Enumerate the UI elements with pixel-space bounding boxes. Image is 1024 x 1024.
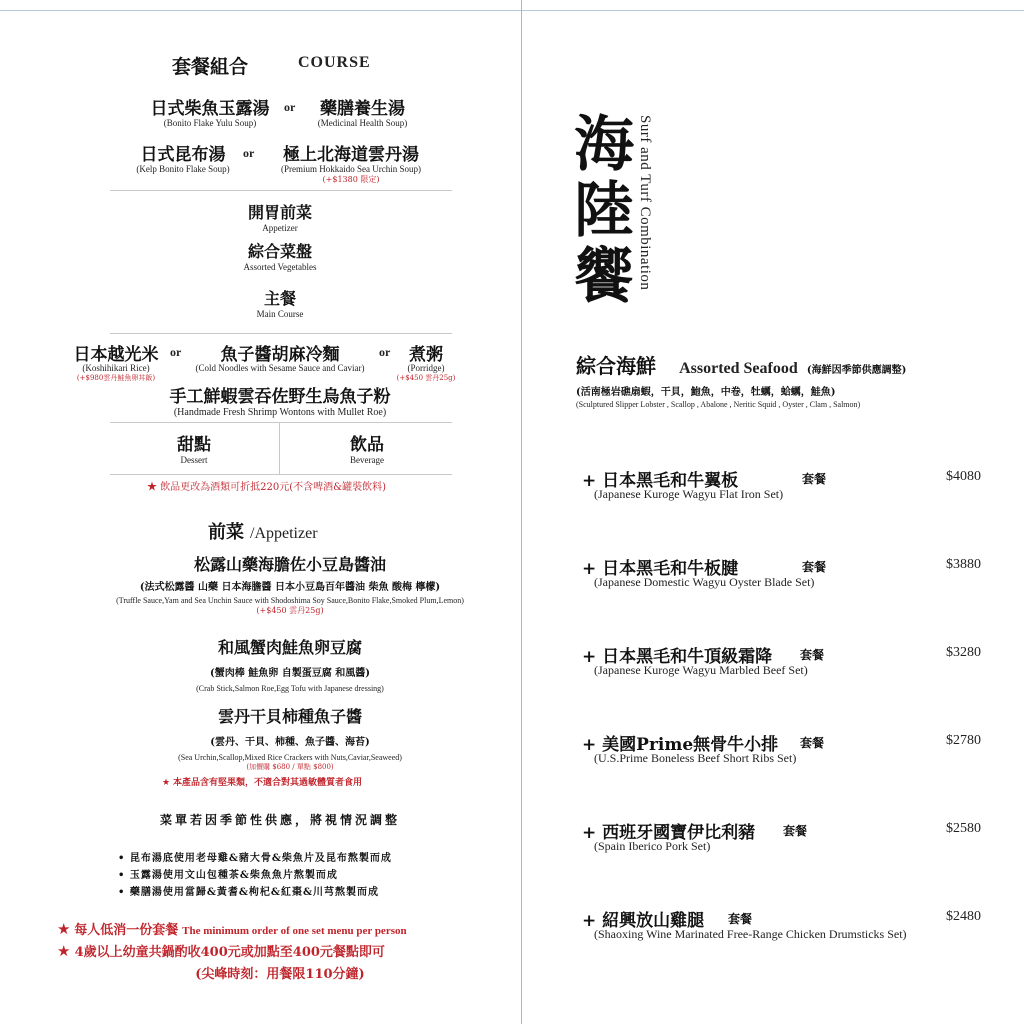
soup-note-item: • 藥膳湯使用當歸&黃耆&枸杞&紅棗&川芎熬製而成 [118,887,379,898]
peak-time-note: (尖峰時刻：用餐限110分鐘) [195,967,365,982]
menu-item-row: + 美國Prime無骨牛小排 套餐 $2780 (U.S.Prime Boneless Beef Short Ribs Set) [582,733,981,765]
divider [110,333,452,334]
divider [279,422,280,474]
noodle-zh: 魚子醬胡麻冷麵 [220,345,340,365]
divider [110,190,452,191]
nut-allergy-note: 本產品含有堅果類，不適合對其過敏體質者食用 [172,778,362,788]
top-edge-line [0,10,1024,11]
menu-item-en: (U.S.Prime Boneless Beef Short Ribs Set) [594,751,797,765]
drink-note: 飲品更改為酒類可折抵220元(不含啤酒&罐裝飲料) [160,482,386,493]
porridge-en: (Porridge) [407,363,445,373]
vegetables-en: Assorted Vegetables [243,262,317,272]
star-icon: ★ [147,482,157,493]
soup-note-item: • 玉露湯使用文山包種茶&柴魚魚片熬製而成 [118,870,338,881]
or-label: or [243,146,255,160]
appetizer-item-title: 和風蟹肉鮭魚卵豆腐 [217,638,362,657]
or-label: or [170,345,182,359]
set-label: 套餐 [728,912,753,926]
appetizer-section-title-zh: 前菜 [208,522,244,543]
menu-item-row: + 日本黑毛和牛翼板 套餐 $4080 (Japanese Kuroge Wagyu Flat Iron Set) [582,469,981,501]
appetizer-item-en: (Sea Urchin,Scallop,Mixed Rice Crackers with Nuts,Caviar,Seaweed) [178,753,402,762]
appetizer-item-note: (加價購 $680 / 單點 $800) [246,763,334,771]
seafood-list-zh: (活南極岩礁扇蝦，干貝，鮑魚，中卷，牡蠣，蛤蠣，鮭魚) [576,387,836,398]
main-course-zh: 主餐 [263,289,296,308]
rice-note: (+$980雲丹鮭魚卵丼飯) [76,374,156,382]
min-order-en: The minimum order of one set menu per person [182,925,407,937]
min-order-zh: 每人低消一份套餐 [74,923,179,938]
appetizer-item-en: (Crab Stick,Salmon Roe,Egg Tofu with Japanese dressing) [196,684,384,693]
divider [110,422,452,423]
menu-item-price: $4080 [946,469,981,484]
soup-urchin-en: (Premium Hokkaido Sea Urchin Soup) [281,164,421,174]
appetizer-en: Appetizer [262,223,298,233]
soup-yulu-en: (Bonito Flake Yulu Soup) [163,118,257,128]
dessert-zh: 甜點 [177,435,211,455]
rice-en: (Koshihikari Rice) [82,363,150,373]
soup-urchin-note: (+$1380 限定) [322,175,380,184]
seafood-note: (海鮮因季節供應調整) [806,365,907,376]
course-title-zh: 套餐組合 [172,56,249,78]
menu-item-en: (Japanese Domestic Wagyu Oyster Blade Set) [594,575,815,589]
wonton-en: (Handmade Fresh Shrimp Wontons with Mullet Roe) [173,407,387,418]
menu-item-row: + 西班牙國寶伊比利豬 套餐 $2580 (Spain Iberico Pork Set) [582,821,981,853]
vegetables-zh: 綜合菜盤 [247,242,312,261]
soup-yulu-zh: 日式柴魚玉露湯 [150,99,270,119]
set-label: 套餐 [800,648,825,662]
seafood-list-en: (Sculptured Slipper Lobster , Scallop , Abalone , Neritic Squid , Oyster , Clam , Salmon) [576,400,861,409]
seasonal-note: 菜單若因季節性供應，將視情況調整 [159,813,400,827]
soup-kelp-zh: 日式昆布湯 [140,145,226,165]
menu-item-en: (Japanese Kuroge Wagyu Marbled Beef Set) [594,663,808,677]
child-charge-note: 4歲以上幼童共鍋酌收400元或加點至400元餐點即可 [74,945,385,960]
set-label: 套餐 [802,472,827,486]
calligraphy-char: 海 [574,110,634,180]
set-label: 套餐 [800,736,825,750]
menu-item-row: + 日本黑毛和牛板腱 套餐 $3880 (Japanese Domestic Wagyu Oyster Blade Set) [582,557,981,589]
menu-item-en: (Spain Iberico Pork Set) [594,839,711,853]
calligraphy-char: 陸 [574,176,634,246]
menu-item-row: + 日本黑毛和牛頂級霜降 套餐 $3280 (Japanese Kuroge Wagyu Marbled Beef Set) [582,645,981,677]
porridge-note: (+$450 雲丹25g) [396,374,456,382]
wonton-zh: 手工鮮蝦雲吞佐野生烏魚子粉 [169,387,391,407]
set-label: 套餐 [783,824,808,838]
appetizer-item-sub: (法式松露醬 山藥 日本海膽醬 日本小豆島百年醬油 柴魚 酸梅 檸檬) [139,582,441,593]
appetizer-item-en: (Truffle Sauce,Yam and Sea Unchin Sauce with Shodoshima Soy Sauce,Bonito Flake,Smoked Plum,Lemon) [116,596,464,605]
soup-kelp-en: (Kelp Bonito Flake Soup) [136,164,230,174]
main-course-en: Main Course [256,309,304,319]
menu-item-name: 紹興放山雞腿 [602,911,705,931]
appetizer-zh: 開胃前菜 [247,203,312,222]
appetizer-item-note: (+$450 雲丹25g) [256,606,324,615]
or-label: or [379,345,391,359]
page-fold-line [521,0,522,1024]
vertical-subtitle: Surf and Turf Combination [637,115,653,291]
beverage-zh: 飲品 [350,435,384,455]
soup-medicinal-en: (Medicinal Health Soup) [317,118,408,128]
porridge-zh: 煮粥 [409,345,443,365]
menu-item-name: 美國Prime無骨牛小排 [602,735,779,755]
menu-item-en: (Shaoxing Wine Marinated Free-Range Chicken Drumsticks Set) [594,927,907,941]
seafood-title-en: Assorted Seafood [679,360,798,377]
menu-item-name: 日本黑毛和牛頂級霜降 [602,647,773,667]
appetizer-section-title-en: /Appetizer [250,525,318,542]
star-icon: ★ [162,778,171,788]
menu-item-name: 日本黑毛和牛板腱 [602,559,739,579]
soup-medicinal-zh: 藥膳養生湯 [320,99,405,119]
menu-item-name: 西班牙國寶伊比利豬 [602,823,756,843]
set-label: 套餐 [802,560,827,574]
or-label: or [284,100,296,114]
divider [110,474,452,475]
dessert-en: Dessert [180,455,208,465]
menu-item-row: + 紹興放山雞腿 套餐 $2480 (Shaoxing Wine Marinated Free-Range Chicken Drumsticks Set) [582,909,981,941]
menu-item-en: (Japanese Kuroge Wagyu Flat Iron Set) [594,487,784,501]
calligraphy-char: 饗 [574,242,634,312]
appetizer-item-sub: (蟹肉棒 鮭魚卵 自製蛋豆腐 和風醬) [210,668,370,679]
appetizer-item-sub: (雲丹、干貝、柿種、魚子醬、海苔) [210,737,370,748]
menu-item-price: $3280 [946,645,981,660]
menu-item-name: 日本黑毛和牛翼板 [602,471,739,491]
soup-urchin-zh: 極上北海道雲丹湯 [283,145,419,165]
appetizer-item-title: 雲丹干貝柿種魚子醬 [217,707,362,726]
menu-item-price: $2580 [946,821,981,836]
beverage-en: Beverage [350,455,384,465]
menu-item-price: $3880 [946,557,981,572]
soup-note-item: • 昆布湯底使用老母雞&豬大骨&柴魚片及昆布熬製而成 [118,853,392,864]
seafood-title-zh: 綜合海鮮 [576,354,656,378]
course-title-en: COURSE [298,54,371,71]
menu-item-price: $2480 [946,909,981,924]
star-icon: ★ [57,920,71,938]
appetizer-item-title: 松露山藥海膽佐小豆島醬油 [193,555,386,574]
star-icon: ★ [57,942,71,960]
menu-item-price: $2780 [946,733,981,748]
rice-zh: 日本越光米 [73,345,159,365]
noodle-en: (Cold Noodles with Sesame Sauce and Caviar) [195,363,365,373]
